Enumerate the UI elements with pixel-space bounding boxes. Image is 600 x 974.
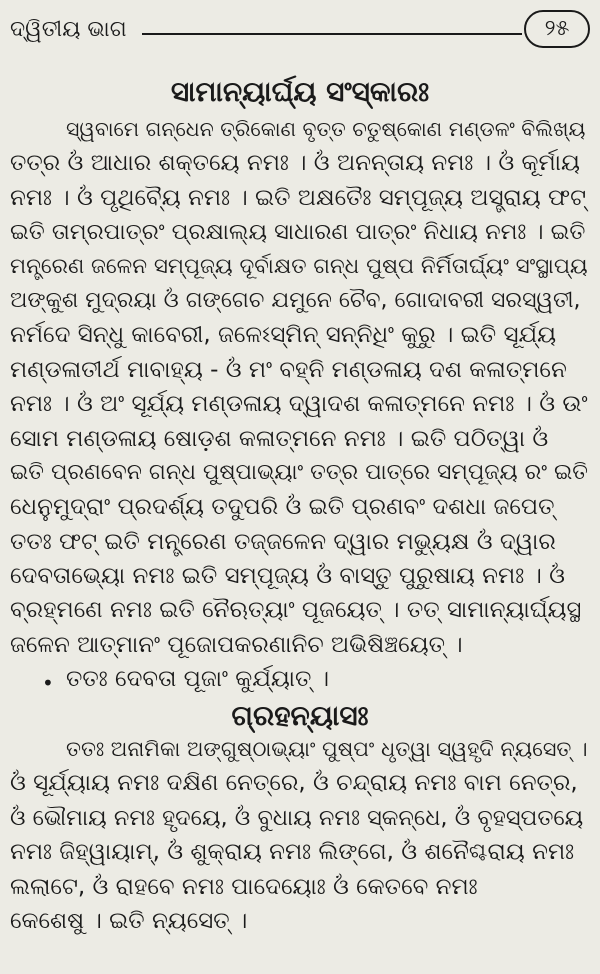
- text-line: ତତଃ ଅନାମିକା ଅଙ୍ଗୁଷ୍ଠାଭ୍ୟାଂ ପୁଷ୍ପଂ ଧୃତ୍ୱା ସ୍ୱହୃଦି ନ୍ୟସେତ୍ ।: [66, 737, 588, 761]
- text-line: ଲଲାଟେ, ଓଁ ରାହବେ ନମଃ ପାଦେୟୋଃ ଓଁ କେତବେ ନମଃ: [10, 873, 478, 900]
- text-line: ଇତି ପ୍ରଣବେନ ଗନ୍ଧ ପୁଷ୍ପାଭ୍ୟାଂ ତତ୍ର ପାତ୍ରେ ସମ୍ପୂଜ୍ୟ ରଂ ଇତି: [10, 459, 588, 485]
- header-rule: [142, 33, 522, 35]
- text-line: ନମଃ । ଓଁ ଅଂ ସୂର୍ଯ୍ୟ ମଣ୍ଡଳାୟ ଦ୍ୱାଦଶ କଳାତ୍ମନେ ନମଃ । ଓଁ ଉଂ: [10, 391, 588, 418]
- bullet-text: ତତଃ ଦେବତା ପୂଜାଂ କୁର୍ଯ୍ୟାତ୍ ।: [66, 666, 330, 693]
- section-heading: ସାମାନ୍ୟାର୍ଘ୍ୟ ସଂସ୍କାରଃ: [170, 75, 430, 108]
- page-header: [8, 10, 592, 54]
- section-body: [10, 732, 592, 938]
- text-line: ନମଃ ଜିହ୍ୱାୟାମ୍, ଓଁ ଶୁକ୍ରାୟ ନମଃ ଲିଙ୍ଗେ, ଓଁ ଶନୈଶ୍ଚରାୟ ନମଃ: [10, 839, 575, 866]
- section-heading: ଗ୍ରହନ୍ୟାସଃ: [231, 699, 369, 732]
- text-line: ଅଙ୍କୁଶ ମୁଦ୍ରୟା ଓଁ ଗଙ୍ଗେଚ ଯମୁନେ ଚୈବ, ଗୋଦାବରୀ ସରସ୍ୱତୀ,: [10, 287, 581, 313]
- text-line: ଓଁ ଭୌମାୟ ନମଃ ହୃଦୟେ, ଓଁ ବୁଧାୟ ନମଃ ସ୍କନ୍ଧେ, ଓଁ ବୃହସ୍ପତୟେ: [10, 804, 584, 831]
- text-line: ଓଁ ସୂର୍ଯ୍ୟାୟ ନମଃ ଦକ୍ଷିଣ ନେତ୍ରେ, ଓଁ ଚନ୍ଦ୍ରାୟ ନମଃ ବାମ ନେତ୍ର,: [10, 770, 578, 797]
- bullet-line: [10, 662, 592, 696]
- text-line: ମଣ୍ଡଳାତୀର୍ଥ ମାବାହ୍ୟ - ଓଁ ମଂ ବହ୍ନି ମଣ୍ଡଳାୟ ଦଶ କଳାତ୍ମନେ: [10, 356, 567, 383]
- bullet-dot: •: [42, 671, 54, 696]
- text-line: ସ୍ୱବାମେ ଗନ୍ଧେନ ତ୍ରିକୋଣ ବୃତ୍ତ ଚତୁଷ୍କୋଣ ମଣ୍ଡଳଂ ବିଲିଖ୍ୟ: [66, 117, 586, 141]
- text-line: ମନ୍ତ୍ରେଣ ଜଳେନ ସମ୍ପୂଜ୍ୟ ଦୂର୍ବାକ୍ଷତ ଗନ୍ଧ ପୁଷ୍ପ ନିର୍ମିତାର୍ଘ୍ୟଂ ସଂସ୍ଥାପ୍ୟ: [10, 253, 588, 279]
- text-line: ନର୍ମଦେ ସିନ୍ଧୁ କାବେରୀ, ଜଳେଽସ୍ମିନ୍ ସନ୍ନିଧିଂ କୁରୁ । ଇତି ସୂର୍ଯ୍ୟ: [10, 322, 557, 349]
- running-head: ଦ୍ୱିତୀୟ ଭାଗ: [10, 17, 127, 42]
- text-line: ତତ୍ର ଓଁ ଆଧାର ଶକ୍ତୟେ ନମଃ । ଓଁ ଅନନ୍ତାୟ ନମଃ । ଓଁ କୂର୍ମାୟ: [10, 150, 580, 177]
- text-line: ବ୍ରହ୍ମଣେ ନମଃ ଇତି ନୈଋତ୍ୟାଂ ପୂଜୟେତ୍ । ତତ୍ ସାମାନ୍ୟାର୍ଘ୍ୟସ୍ଥ: [10, 597, 582, 624]
- text-line: ତତଃ ଫଟ୍ ଇତି ମନ୍ତ୍ରେଣ ତଜ୍ଜଳେନ ଦ୍ୱାର ମଭ୍ୟୁକ୍ଷ ଓଁ ଦ୍ୱାର: [10, 528, 556, 555]
- text-line: ଇତି ତାମ୍ରପାତ୍ରଂ ପ୍ରକ୍ଷାଲ୍ୟ ସାଧାରଣ ପାତ୍ରଂ ନିଧାୟ ନମଃ । ଇତି: [10, 219, 586, 246]
- text-line: ଦେବତାଭ୍ୟୋ ନମଃ ଇତି ସମ୍ପୂଜ୍ୟ ଓଁ ବାସ୍ତୁ ପୁରୁଷାୟ ନମଃ । ଓଁ: [10, 563, 565, 590]
- section-body: [10, 112, 592, 697]
- text-line: ଧେନୁମୁଦ୍ରାଂ ପ୍ରଦର୍ଶ୍ୟ ତଦୁପରି ଓଁ ଇତି ପ୍ରଣବଂ ଦଶଧା ଜପେତ୍: [10, 494, 555, 521]
- text-line: ସୋମ ମଣ୍ଡଳାୟ ଷୋଡ଼ଶ କଳାତ୍ମନେ ନମଃ । ଇତି ପଠିତ୍ୱା ଓଁ: [10, 425, 549, 452]
- page-number: ୨୫: [524, 10, 590, 48]
- text-line: ଜଳେନ ଆତ୍ମାନଂ ପୂଜୋପକରଣାନିଚ ଅଭିଷିଞ୍ଚୟେତ୍ ।: [10, 631, 463, 658]
- text-line: ନମଃ । ଓଁ ପୃଥିବ୍ୟୈ ନମଃ । ଇତି ଅକ୍ଷତୈଃ ସମ୍ପୂଜ୍ୟ ଅସ୍ତ୍ରାୟ ଫଟ୍: [10, 184, 587, 211]
- text-line: କେଶେଷୁ । ଇତି ନ୍ୟସେତ୍ ।: [10, 907, 248, 934]
